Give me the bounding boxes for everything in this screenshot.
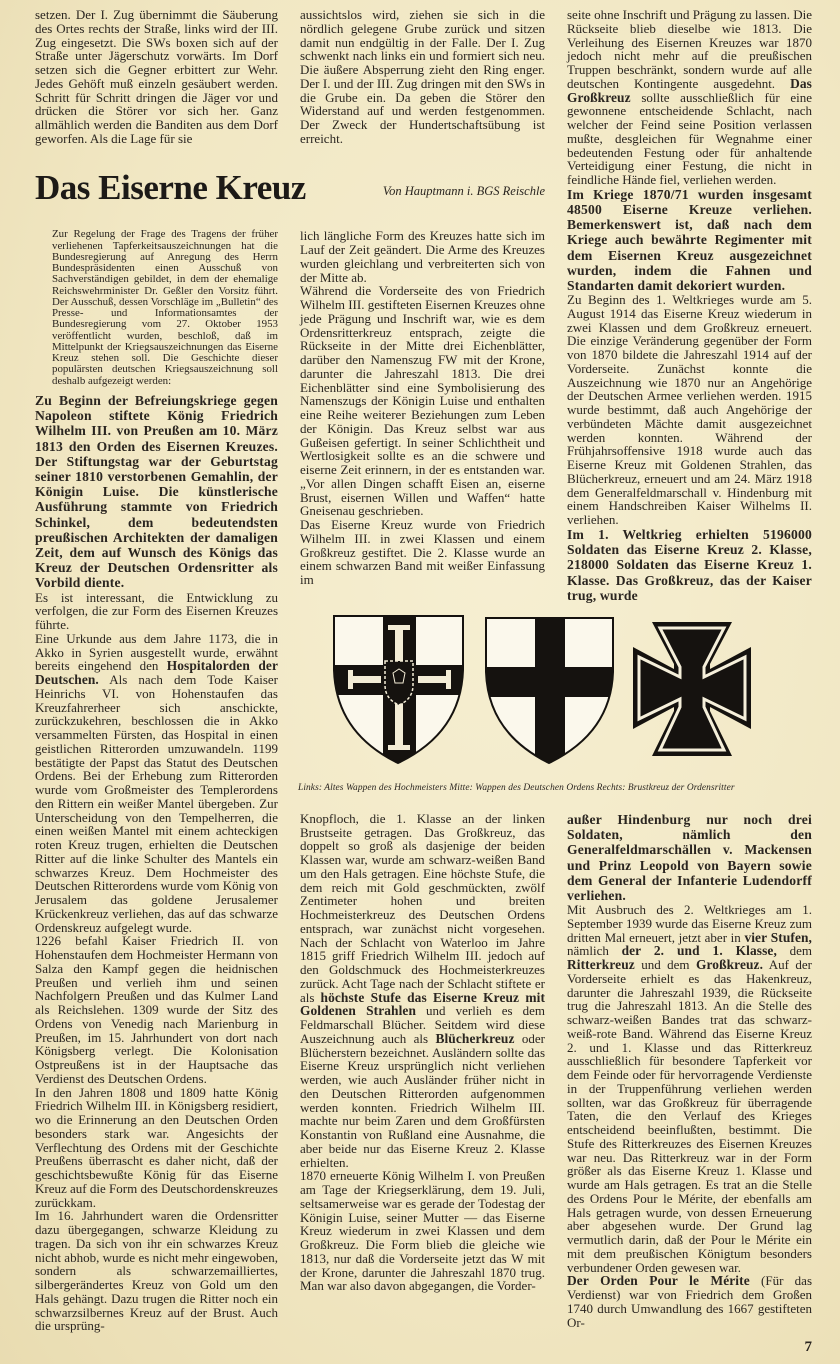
article-header [35, 169, 545, 207]
paragraph [300, 518, 545, 587]
text: Im 16. Jahrhundert waren die Ordensritter dazu übergegangen, schwarze Kleidung zu tragen. Da sich von ihr ein schwarzes Kreuz nicht abhob, wurde es nicht mehr eingewoben, sondern als schwarzemailliertes, silbergerändertes Kreuz von Gold um den Hals gehängt. Dazu trugen die Ritter noch ein schwarzsilbernes Kreuz auf der Brust. Auch die ursprüng- [35, 1208, 278, 1334]
bold-text: Im 1. Weltkrieg erhielten 5196000 Soldaten das Eiserne Kreuz 2. Klasse, 218000 Soldaten das Eiserne Kreuz 1. Klasse. Das Großkreuz, das der Kaiser trug, wurde [567, 526, 812, 603]
article-column-left [35, 393, 278, 1333]
article-column-right [567, 8, 812, 603]
article-left-stack [35, 229, 278, 1333]
article-column-bottom-middle [300, 812, 545, 1293]
article-intro: Zur Regelung der Frage des Tragens der früher verliehenen Tapferkeitsauszeichnungen hat die Bundesregierung auf Anregung des Herrn Bundespräsidenten einen Ausschuß von Sachverständigen gebildet, in dem der ehemalige Reichswehrminister Dr. Geßler den Vorsitz führt. Der Ausschuß, dessen Vorschläge im „Bulletin“ des Presse- und Informationsamtes der Bundesregierung vom 27. Oktober 1953 veröffentlicht wurden, beschloß, daß im Mittelpunkt der Kriegsauszeichnungen das Eiserne Kreuz stehen soll. Die Geschichte dieser populärsten deutschen Kriegsauszeichnung soll deshalb aufgezeigt werden: [52, 228, 278, 387]
text: Während die Vorderseite des von Friedrich Wilhelm III. gestifteten Eisernen Kreuzes ohne jede Prägung und Inschrift war, wie es dem Ordensritterkreuz entsprach, zeigte die Rückseite in der Mitte drei Eichenblätter, darüber den Namenszug FW mit der Krone, darunter die Jahreszahl 1813. Die drei Eichenblätter sind eine Symbolisierung des Namenszugs der Königin Luise und enthalten eine Reihe weiterer Beziehungen zum Leben der Königin. Das Kreuz selbst war aus Gußeisen gefertigt. In seiner Schlichtheit und Wertlosigkeit sollte es an die schwere und eiserne Zeit erinnern, in der es entstanden war. „Vor allen Dingen schafft Eisen an, eiserne Brust, eisernen Willen und Waffen“ hatte Gneisenau geschrieben. [300, 283, 545, 519]
paragraph [567, 527, 812, 603]
figure-caption: Links: Altes Wappen des Hochmeisters Mitte: Wappen des Deutschen Ordens Rechts: Brustkreuz der Ordensritter [298, 783, 735, 794]
paragraph [300, 229, 545, 284]
text: lich längliche Form des Kreuzes hatte sich im Lauf der Zeit geändert. Die Arme des Kreuzes wurden gleichlang und verbreiterten sich von der Mitte ab. [300, 228, 545, 285]
figure-row [300, 615, 812, 775]
text: Das Eiserne Kreuz wurde von Friedrich Wilhelm III. in zwei Klassen und einem Großkreuz gestiftet. Die 2. Klasse wurde an einem schwarzen Band mit weißer Einfassung im [300, 517, 545, 588]
article-title: Das Eiserne Kreuz [35, 168, 306, 208]
paragraph [300, 812, 545, 1170]
paragraph [567, 812, 812, 903]
grand-master-coat-of-arms-icon [333, 615, 464, 765]
bold-text: Das Großkreuz [567, 75, 812, 105]
text: Mit Ausbruch des 2. Weltkrieges am 1. September 1939 wurde das Eiserne Kreuz zum dritten Mal erneuert, jetzt aber in [567, 902, 812, 945]
text: und dem [634, 957, 696, 973]
text: oder Blücherstern bezeichnet. Ausländern sollte das Eiserne Kreuz ursprünglich nicht verliehen werden, wie auch Ausländer früher nicht in den Deutschen Ritterorden aufgenommen werden konnten. Friedrich Wilhelm III. machte nur beim Zaren und dem Großfürsten Konstantin von Rußland eine Ausnahme, die aber beide nur das Eiserne Kreuz 2. Klasse erhielten. [300, 1030, 545, 1170]
paragraph [567, 293, 812, 527]
knights-breast-cross-icon [630, 619, 754, 759]
text: nämlich [567, 943, 622, 959]
preceding-article-column-2 [300, 8, 545, 146]
article-byline: Von Hauptmann i. BGS Reischle [382, 184, 545, 199]
text: Eine Urkunde aus dem Jahre 1173, die in Akko in Syrien ausgestellt wurde, erwähnt bereits eingehend den [35, 630, 278, 674]
text: und verlieh es dem Feldmarschall Blücher. Seitdem wird diese Auszeichnung auch als [300, 1003, 545, 1046]
text: 1226 befahl Kaiser Friedrich II. von Hohenstaufen dem Hochmeister Hermann von Salza den Kampf gegen die heidnischen Preußen und verlieh ihm und seinen Nachfolgern Preußen und das Kulmer Land als Reichslehen. 1309 wurde der Sitz des Ordens von Venedig nach Marienburg in Preußen, im 15. Jahrhundert von dort nach Königsberg verlegt. Die Kolonisation Ostpreußens ist in der Hauptsache das Verdienst des Deutschen Ordens. [35, 933, 278, 1086]
article-column-middle [300, 229, 545, 587]
paragraph [35, 591, 278, 632]
bold-text: höchste Stufe das Eiserne Kreuz mit Goldenen Strahlen [300, 989, 545, 1019]
bold-text: Der Orden Pour le Mérite [567, 1273, 750, 1289]
text: dem [776, 943, 812, 959]
paragraph [35, 632, 278, 935]
paragraph [567, 8, 812, 187]
text: In den Jahren 1808 und 1809 hatte König Friedrich Wilhelm III. in Königsberg residiert, wo die Erinnerung an den Deutschen Orden besonders stark war. Angesichts der Verflechtung des Ordens mit der Geschichte Preußens überrascht es daher nicht, daß der geschichtsbewußte König für das Eiserne Kreuz auf die Form des Deutschordenskreuzes zurückkam. [35, 1084, 278, 1210]
paragraph [567, 903, 812, 1274]
text: seite ohne Inschrift und Prägung zu lassen. Die Rückseite blieb dieselbe wie 1813. Die Verleihung des Eisernen Kreuzes war 1870 jedoch nicht mehr auf die preußischen Truppen beschränkt, sondern wurde auf alle deutschen Kontingente ausgedehnt. [567, 7, 812, 91]
paragraph [300, 284, 545, 518]
bold-text: Blücherkreuz [435, 1030, 515, 1046]
paragraph [35, 1086, 278, 1210]
bold-text: Ritterkreuz [567, 957, 635, 973]
bold-text: Zu Beginn der Befreiungskriege gegen Napoleon stiftete König Friedrich Wilhelm III. von Preußen am 10. März 1813 den Orden des Eisernen Kreuzes. Der Stiftungstag war der Geburtstag seiner 1810 verstorbenen Gemahlin, der Königin Luise. Die künstlerische Ausführung stammte von Friedrich Schinkel, dem bedeutendsten preußischen Architekten der damaligen Zeit, dem auf Wunsch des Königs das Kreuz der Deutschen Ordensritter als Vorbild diente. [35, 392, 278, 591]
bold-text: vier Stufen, [744, 929, 812, 945]
paragraph [567, 187, 812, 293]
page-number: 7 [804, 1339, 812, 1356]
text: sollte ausschließlich für eine gewonnene entscheidende Schlacht, nach welcher der Feind seine Position verlassen mußte, desgleichen für Wegnahme einer bedeutenden Festung oder für anhaltende Verteidigung einer Festung, die nicht in feindliche Hände fiel, verliehen werden. [567, 89, 812, 187]
paragraph [35, 1209, 278, 1333]
text: setzen. Der I. Zug übernimmt die Säuberung des Ortes rechts der Straße, links wird der III. Zug eingesetzt. Die SWs boxen sich auf der Straße unter Jägerschutz vorwärts. Im Dorf setzen sich die Gegner erbittert zur Wehr. Jedes Gehöft muß einzeln gesäubert werden. Schritt für Schritt dringen die Jäger vor und drücken die Störer vor sich her. Ganz allmählich werden die Banditen aus dem Dorf geworfen. Als die Lage für sie [35, 7, 278, 146]
bold-text: außer Hindenburg nur noch drei Soldaten, nämlich den Generalfeldmarschällen v. Mackensen und Prinz Leopold von Bayern sowie dem General der Infanterie Ludendorff verliehen. [567, 811, 812, 903]
paragraph [300, 1169, 545, 1293]
paragraph [567, 1274, 812, 1329]
text: Als nach dem Tode Kaiser Heinrichs VI. von Hohenstaufen das Kreuzfahrerheer sich anschickte, zurückzukehren, beschlossen die in Akko versammelten Fürsten, das Hospital in einen geistlichen Ritterorden umzuwandeln. 1199 bestätigte der Papst das Statut des Deutschen Ordens. Bei der Erhebung zum Ritterorden wurde vom Großmeister des Templerordens den Rittern ein weißer Mantel übergeben. Zur Unterscheidung von den Tempelherren, die einen weißen Mantel mit einem achteckigen roten Kreuz trugen, erhielten die Deutschen Ritter auf die linke Schulter des Mantels ein schwarzes Kreuz. Dem Hochmeister des Deutschen Ritterordens wurde vom König von Jerusalem das goldene Jerusalemer Krückenkreuz verliehen, das auf das schwarze Ordenskreuz aufgelegt wurde. [35, 672, 278, 935]
bold-text: Großkreuz. [695, 957, 764, 973]
article-column-bottom-right [567, 812, 812, 1329]
text: Auf der Vorderseite erhielt es das Hakenkreuz, darunter die Jahreszahl 1939, die Rückseite trug die Jahreszahl 1813. An die Stelle des schwarz-weißen Bandes trat das schwarz-weiß-rote Band. Während das Eiserne Kreuz 2. und 1. Klasse und das Ritterkreuz ausschließlich für besondere Tapferkeit vor dem Feinde oder für hervorragende Verdienste in der Truppenführung verliehen werden sollten, war das Großkreuz für überragende Taten, die den Verlauf des Krieges entscheidend beeinflußten, bestimmt. Die Stufe des Ritterkreuzes des Eisernen Kreuzes war neu. Das Ritterkreuz war in der Form größer als das Eiserne Kreuz 1. Klasse und wurde am Hals getragen. Es trat an die Stelle des Ordens Pour le Mérite, der ebenfalls am Hals getragen wurde, von dessen Erneuerung aber abgesehen wurde. Der Grund lag vermutlich darin, daß der Pour le Mérite ein mit dem preußischen Königtum besonders verbundener Orden gewesen war. [567, 957, 812, 1275]
bold-text: der 2. und 1. Klasse, [621, 943, 777, 959]
bold-text: Im Kriege 1870/71 wurden insgesamt 48500 Eiserne Kreuze verliehen. Bemerkenswert ist, daß nach dem Kriege auch bewährte Regimenter mit dem Eisernen Kreuz ausgezeichnet wurden, indem die Fahnen und Standarten damit dekoriert wurden. [567, 186, 812, 293]
text: aussichtslos wird, ziehen sie sich in die nördlich gelegene Grube zurück und sitzen damit nun endgültig in der Falle. Der I. Zug schwenkt nach links ein und formiert sich neu. Die äußere Absperrung zieht den Ring enger. Der I. und der III. Zug dringen mit den SWs in die Grube ein. Da geben die Störer den Widerstand auf und werden festgenommen. Der Zweck der Hundertschaftsübung ist erreicht. [300, 7, 545, 146]
text: Knopfloch, die 1. Klasse an der linken Brustseite getragen. Das Großkreuz, das doppelt so groß als dasjenige der beiden Klassen war, wurde am schwarz-weißen Band um den Hals getragen. Eine höchste Stufe, die dem reich mit Gold geschmückten, zwölf Zentimeter hohen und breiten Hochmeisterkreuz des Deutschen Ordens entsprach, war zunächst nicht vorgesehen. Nach der Schlacht von Waterloo im Jahre 1815 griff Friedrich Wilhelm III. jedoch auf den Goldschmuck des Hochmeisterkreuzes zurück. Acht Tage nach der Schlacht stiftete er als [300, 810, 545, 1005]
paragraph [35, 8, 278, 146]
text: Zu Beginn des 1. Weltkrieges wurde am 5. August 1914 das Eiserne Kreuz wiederum in zwei Klassen und dem Großkreuz erneuert. Die einzige Veränderung gegenüber der Form von 1870 bildete die Jahreszahl 1914 auf der Vorderseite. Zunächst konnte die Auszeichnung wie 1870 nur an Angehörige der Deutschen Armee verliehen werden. 1915 wurde bestimmt, daß auch Angehörige der verbündeten Mächte damit ausgezeichnet werden konnten. Während der Frühjahrsoffensive 1918 wurde auch das Eiserne Kreuz mit Goldenen Strahlen, das Blücherkreuz, erneuert und am 24. März 1918 dem Generalfeldmarschall v. Hindenburg mit einem Handschreiben Kaiser Wilhelms II. verliehen. [567, 292, 812, 528]
text: 1870 erneuerte König Wilhelm I. von Preußen am Tage der Kriegserklärung, dem 19. Juli, seltsamerweise war es gerade der Todestag der Königin Luise, seiner Mutter — das Eiserne Kreuz wiederum in zwei Klassen und dem Großkreuz. Die Form blieb die gleiche wie 1813, nur daß die Vorderseite jetzt das W mit der Krone, darunter die Jahreszahl 1870 trug. Man war also davon abgegangen, die Vorder- [300, 1168, 545, 1294]
paragraph [35, 393, 278, 591]
page-layout [35, 0, 812, 1364]
teutonic-order-coat-of-arms-icon [485, 617, 614, 765]
paragraph [300, 8, 545, 146]
bold-text: Hospitalorden der Deutschen. [35, 658, 278, 688]
text: (Für das Verdienst) war von Friedrich dem Großen 1740 durch Umwandlung des 1667 gestifteten Or- [567, 1273, 812, 1330]
preceding-article-column-1 [35, 8, 278, 146]
text: Es ist interessant, die Entwicklung zu verfolgen, die zur Form des Eisernen Kreuzes führte. [35, 589, 278, 633]
paragraph [35, 934, 278, 1085]
